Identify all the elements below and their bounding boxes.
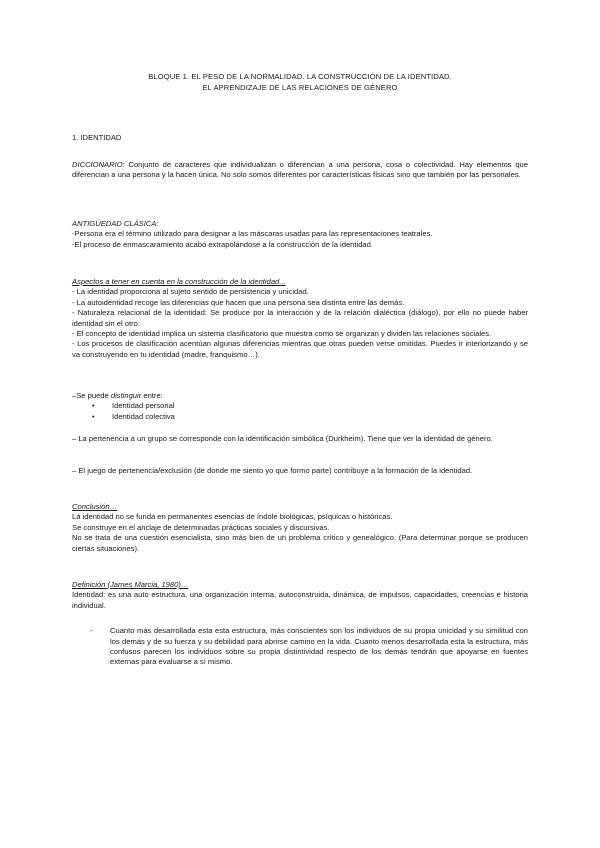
aspectos-block [72,277,528,360]
diccionario-text: : Conjunto de caracteres que individualizan o diferencian a una persona, cosa o colectividad. Hay elementos que diferencian a una persona y la hacen única. No solo somos diferentes por características físicas sino que también por las personales. [72,160,528,180]
pertenencia-text: – La pertenencia a un grupo se corresponde con la identificación simbólica (Durkheim). Tiene que ver la identidad de género. [72,434,493,443]
antiguedad-line: -El proceso de enmascaramiento acabó extrapolándose a la construcción de la identidad. [72,239,373,249]
aspectos-label: Aspectos a tener en cuenta en la construcción de la identidad... [72,277,286,286]
definicion-bullet-text: Cuanto más desarrollada esta esta estructura, más conscientes son los individuos de su propia unicidad y su similitud con los demás y de su fuerza y su debilidad para abrirse camino en la vida. Cuanto menos desarrollada esta la estructura, más confusos parecen los individuos sobre su propia distintividad respecto de los demás tendrán que apoyarse en fuentes externas para evaluarse a sí mismo. [110,626,528,667]
aspectos-item: - El concepto de identidad implica un sistema clasificatorio que muestra como se organizan y dividen las relaciones sociales. [72,329,492,339]
aspectos-item: - Naturaleza relacional de la identidad: Se produce por la interacción y de la relación dialéctica (diálogo), por ello no puede haber identidad sin el otro. [72,308,528,328]
definicion-block [72,580,528,668]
definicion-bullet [72,626,528,668]
document-title [70,71,530,93]
title-line-2: EL APRENDIZAJE DE LAS RELACIONES DE GÉNERO [202,83,398,92]
antiguedad-line: -Persona era el término utilizado para designar a las máscaras usadas para las representaciones teatrales. [72,229,433,239]
diccionario-paragraph [72,160,528,181]
diccionario-label: DICCIONARIO [72,160,123,169]
distinguir-emph: distinguir [110,391,142,400]
definicion-label: Definición (James Marcia, 1980)… [72,580,189,589]
section-heading: 1. IDENTIDAD [72,133,122,142]
bullet-dash: - [90,626,93,636]
title-line-1: BLOQUE 1. EL PESO DE LA NORMALIDAD. LA CONSTRUCCIÓN DE LA IDENTIDAD. [148,72,452,81]
juego-paragraph [72,466,528,476]
conclusion-line: La identidad no se funda en permanentes esencias de índole biológicas, psíquicas o históricas. [72,512,393,522]
definicion-text: Identidad: es una auto estructura, una organización interna, autoconstruida, dinámica, de impulsos, capacidades, creencias e historia individual. [72,590,528,610]
distinguir-suffix: entre: [141,391,163,400]
list-item: • Identidad personal [92,401,528,411]
aspectos-item: - Los procesos de clasificación acentúan algunas diferencias mientras que otras pueden verse omitidas. Puedes ir interiorizando y se va construyendo en tu identidad (madre, franquismo…). [72,339,528,359]
antiguedad-label: ANTIGÜEDAD CLÁSICA: [72,219,159,228]
distinguir-prefix: –Se puede [72,391,111,400]
distinguir-list [72,401,528,422]
conclusion-line: Se construye en el anclaje de determinadas prácticas sociales y discursivas. [72,522,330,532]
conclusion-label: Conclusión… [72,502,118,511]
aspectos-item: - La identidad proporciona al sujeto sentido de persistencia y unicidad. [72,287,309,297]
list-item: • Identidad colectiva [92,412,528,422]
antiguedad-block [72,219,528,250]
conclusion-block [72,502,528,554]
pertenencia-paragraph [72,434,528,444]
aspectos-item: - La autoidentidad recoge las diferencias que hacen que una persona sea distinta entre las demás. [72,297,405,307]
distinguir-block [72,391,528,422]
juego-text: – El juego de pertenencia/exclusión (de donde me siento yo que formo parte) contribuye a la formación de la identidad. [72,466,473,475]
conclusion-line: No se trata de una cuestión esencialista, sino más bien de un problema crítico y genealógico. (Para determinar porque se producen ciertas situaciones). [72,533,528,553]
